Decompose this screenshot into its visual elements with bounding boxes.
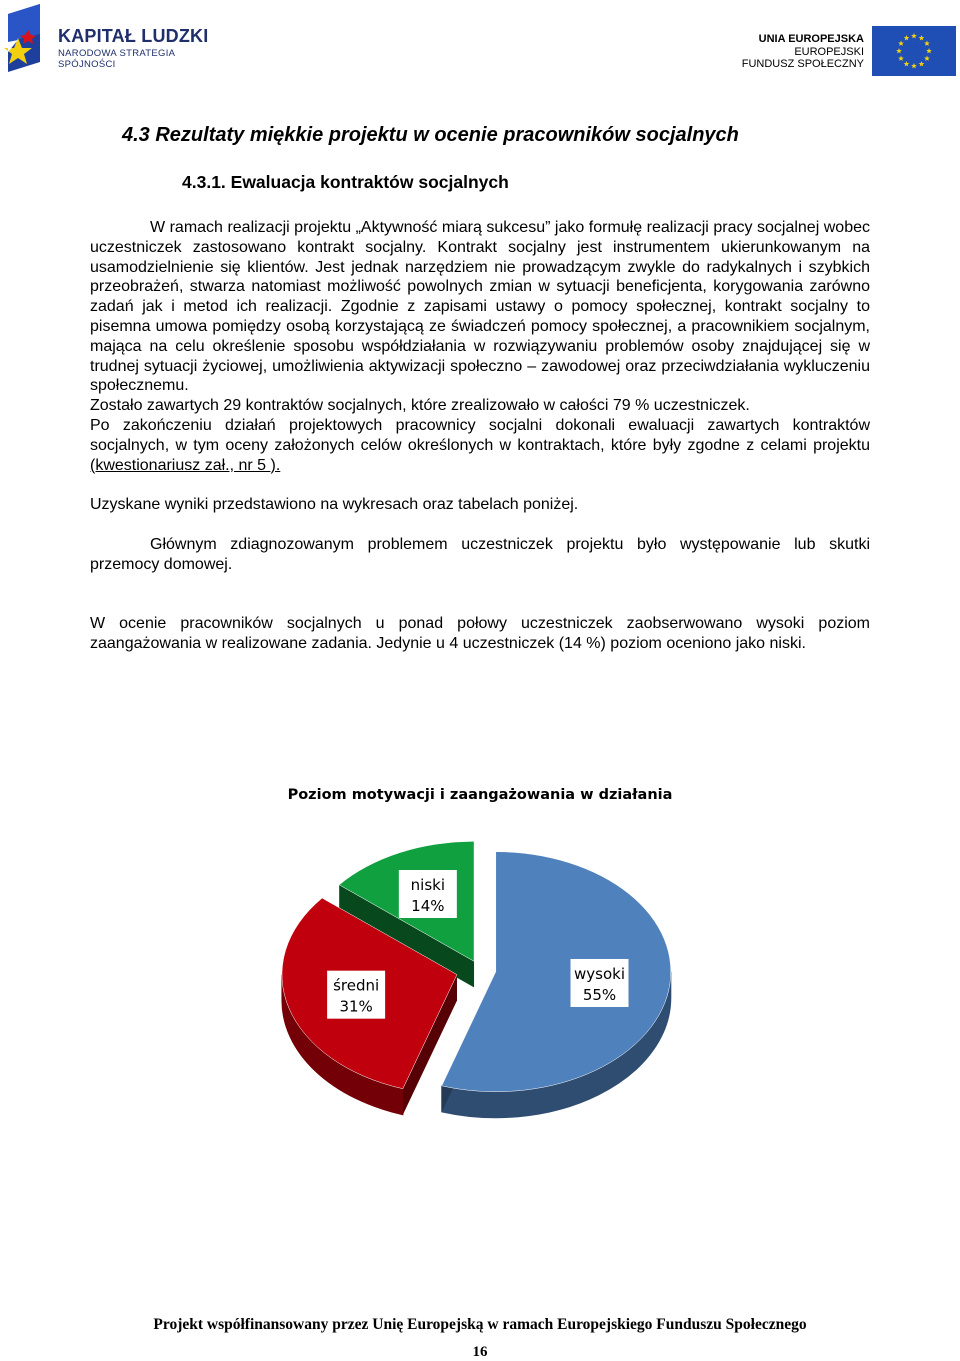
- eu-logo-text: [742, 33, 864, 71]
- eu-logo: [741, 26, 956, 78]
- paragraph-contract: [90, 218, 870, 475]
- paragraph-problem: Głównym zdiagnozowanym problemem uczestniczek projektu było występowanie lub skutki przemocy domowej.: [90, 536, 870, 573]
- data-label-category: niski: [410, 875, 446, 894]
- data-label-średni: [327, 971, 385, 1019]
- pie-chart: [180, 820, 780, 1120]
- data-label-value: 14%: [411, 896, 445, 915]
- data-label-value: 31%: [339, 997, 373, 1016]
- logo-subtitle: NARODOWA STRATEGIA SPÓJNOŚCI: [58, 48, 175, 70]
- paragraph-count: Zostało zawartych 29 kontraktów socjalnych, które zrealizowało w całości 79 % uczestniczek.: [90, 397, 750, 415]
- eu-line-3: FUNDUSZ SPOŁECZNY: [741, 58, 864, 70]
- questionnaire-reference: (kwestionariusz zał., nr 5 ).: [90, 456, 281, 474]
- paragraph-assessment: W ocenie pracowników socjalnych u ponad połowy uczestniczek zaobserwowano wysoki poziom zaangażowania w realizowane zadania. Jedynie u 4 uczestniczek (14 %) poziom oceniono jako niski.: [90, 615, 870, 652]
- chart-title: Poziom motywacji i zaangażowania w działania: [287, 787, 673, 803]
- section-heading: 4.3 Rezultaty miękkie projektu w ocenie pracowników socjalnych: [122, 124, 739, 146]
- data-label-category: wysoki: [574, 964, 626, 983]
- data-label-wysoki: [571, 959, 629, 1007]
- paragraph-main: W ramach realizacji projektu „Aktywność miarą sukcesu” jako formułę realizacji pracy socjalnej wobec uczestniczek zastosowano kontrakt socjalny. Kontrakt socjalny jest instrumentem ukierunkowanym na usamodzielnienie się klientów. Jest jednak narzędziem nie prowadzącym zwykle do radykalnych i szybkich przeobrażeń, stwarza natomiast możliwość powolnych zmian w sytuacji beneficjenta, korygowania zarówno zadań jak i metod ich realizacji. Zgodnie z zapisami ustawy o pomocy społecznej, kontrakt socjalny to pisemna umowa pomiędzy osobą korzystającą ze świadczeń pomocy społecznej, a pracownikiem socjalnym, mająca na celu określenie sposobu współdziałania w rozwiązywaniu problemów osoby znajdującej się w trudnej sytuacji życiowej, umożliwienia aktywizacji społeczno – zawodowej oraz przeciwdziałania wykluczeniu społecznemu.: [90, 219, 870, 395]
- eu-flag-icon: [872, 26, 956, 76]
- data-label-category: średni: [333, 976, 380, 995]
- kapital-ludzki-emblem-icon: [4, 4, 54, 74]
- page-number: 16: [472, 1344, 488, 1360]
- paragraph-eval: [90, 416, 870, 475]
- eu-line-1: UNIA EUROPEJSKA: [758, 33, 864, 45]
- logo-title: KAPITAŁ LUDZKI: [58, 26, 209, 46]
- footer-text: Projekt współfinansowany przez Unię Europejską w ramach Europejskiego Funduszu Społecznego: [153, 1316, 807, 1333]
- data-label-value: 55%: [582, 985, 617, 1004]
- paragraph-results: Uzyskane wyniki przedstawiono na wykresach oraz tabelach poniżej.: [90, 496, 579, 513]
- kapital-ludzki-logo: [4, 4, 214, 72]
- data-label-niski: [399, 870, 457, 918]
- paragraph-eval-text: Po zakończeniu działań projektowych pracownicy socjalni dokonali ewaluacji zawartych kontraktów socjalnych, w tym oceny założonych celów określonych w kontraktach, które były zgodne z celami projektu: [90, 416, 870, 454]
- eu-line-2: EUROPEJSKI: [794, 45, 864, 58]
- subsection-heading: 4.3.1. Ewaluacja kontraktów socjalnych: [182, 172, 509, 192]
